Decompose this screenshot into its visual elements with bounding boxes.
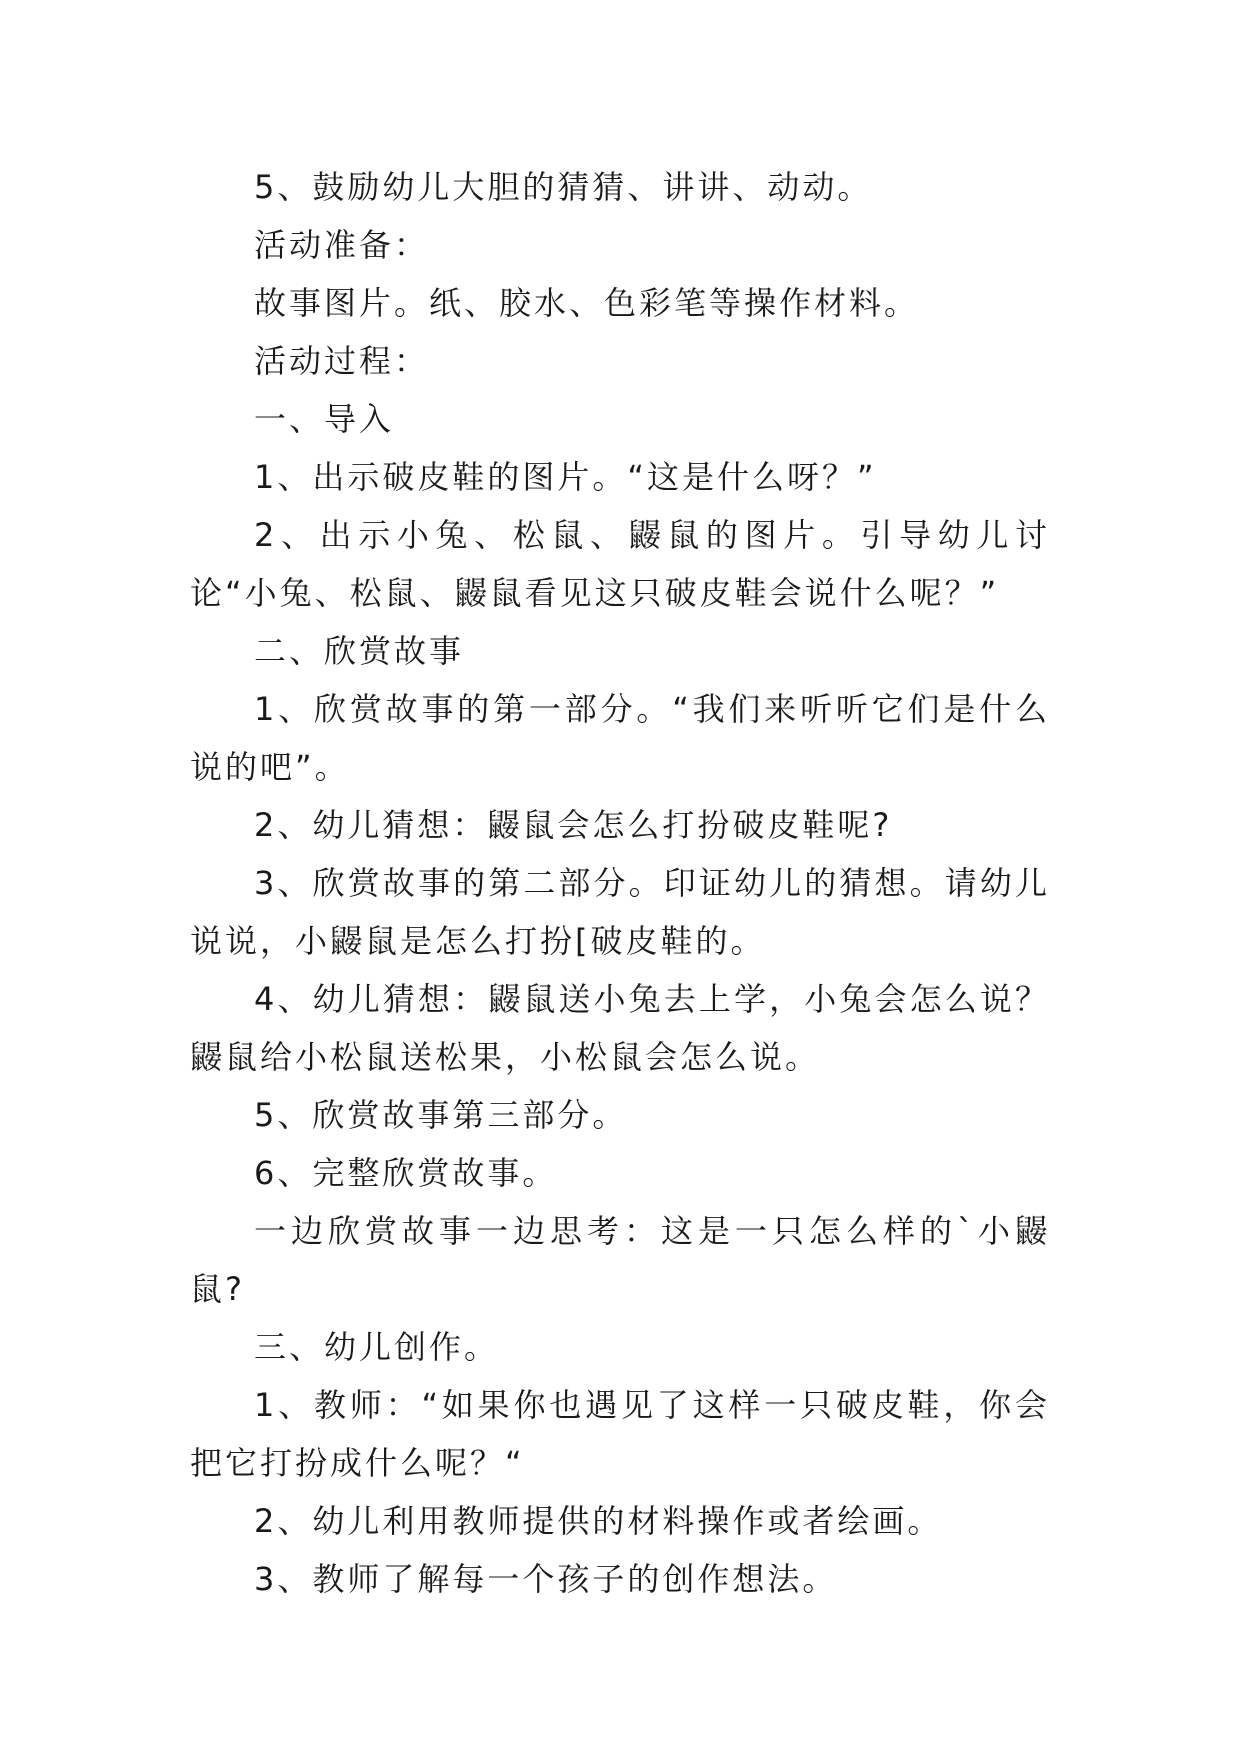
paragraph: 一、导入 [254,400,395,438]
paragraph: 2、出示小兔、松鼠、鼹鼠的图片。引导幼儿讨论“小兔、松鼠、鼹鼠看见这只破皮鞋会说什么呢？” [190,516,1050,612]
paragraph: 5、鼓励幼儿大胆的猜猜、讲讲、动动。 [254,168,873,206]
paragraph: 6、完整欣赏故事。 [254,1154,558,1192]
paragraph: 故事图片。纸、胶水、色彩笔等操作材料。 [254,284,920,322]
paragraph: 1、欣赏故事的第一部分。“我们来听听它们是什么说的吧”。 [190,690,1050,786]
paragraph: 2、幼儿猜想：鼹鼠会怎么打扮破皮鞋呢? [254,806,893,844]
paragraph: 活动过程： [254,342,430,380]
paragraph: 活动准备： [254,226,430,264]
paragraph: 3、欣赏故事的第二部分。印证幼儿的猜想。请幼儿说说，小鼹鼠是怎么打扮[破皮鞋的。 [190,864,1050,960]
paragraph: 1、教师：“如果你也遇见了这样一只破皮鞋，你会把它打扮成什么呢？“ [190,1386,1050,1482]
paragraph: 5、欣赏故事第三部分。 [254,1096,628,1134]
document-body [190,158,1050,1608]
paragraph: 4、幼儿猜想：鼹鼠送小兔去上学，小兔会怎么说？鼹鼠给小松鼠送松果，小松鼠会怎么说。 [190,980,1050,1076]
paragraph: 一边欣赏故事一边思考：这是一只怎么样的`小鼹鼠? [190,1212,1050,1308]
paragraph: 二、欣赏故事 [254,632,465,670]
paragraph: 3、教师了解每一个孩子的创作想法。 [254,1560,838,1598]
paragraph: 1、出示破皮鞋的图片。“这是什么呀？” [254,458,877,496]
paragraph: 三、幼儿创作。 [254,1328,500,1366]
paragraph: 2、幼儿利用教师提供的材料操作或者绘画。 [254,1502,943,1540]
